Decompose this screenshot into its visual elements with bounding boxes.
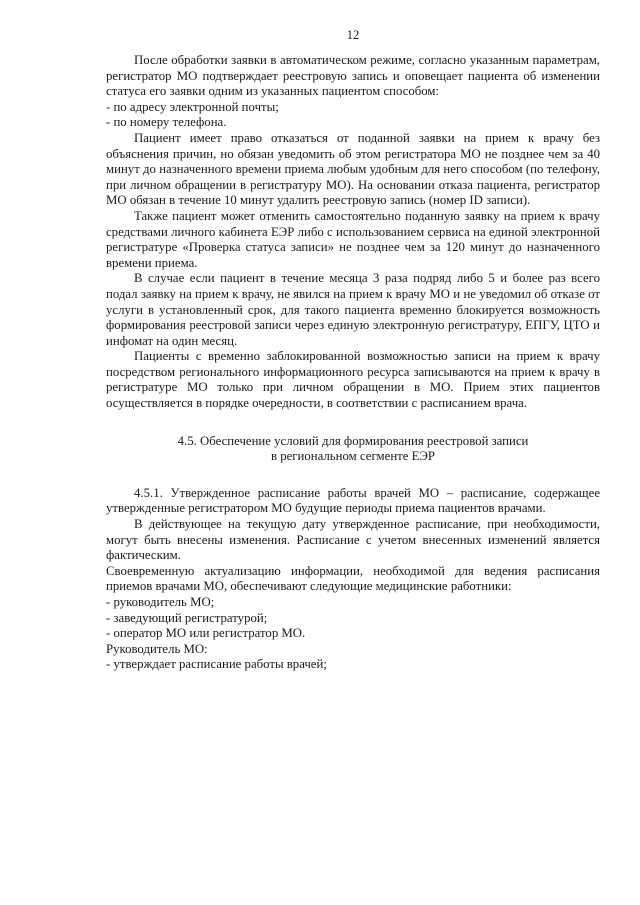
paragraph-blocked-patients: Пациенты с временно заблокированной возможностью записи на прием к врачу посредством регионального информационного ресурса записываются на прием к врачу в регистратуре МО только при личном обращении в МО. Прием этих пациентов осуществляется в порядке очередности, в соответствии с расписанием врача. [106,349,600,411]
paragraph-cancel: Также пациент может отменить самостоятельно поданную заявку на прием к врачу средствами личного кабинета ЕЭР либо с использованием сервиса на единой электронной регистратуре «Проверка статуса записи» не позднее чем за 120 минут до назначенного времени приема. [106,208,600,270]
list-item-operator: - оператор МО или регистратор МО. [106,626,306,641]
paragraph-schedule: 4.5.1. Утвержденное расписание работы врачей МО – расписание, содержащее утвержденные регистратором МО будущие периоды приема пациентов врачами. [106,485,600,516]
list-item-email: - по адресу электронной почты; [106,99,279,114]
list-item-head: - руководитель МО; [106,595,215,609]
section-heading [106,434,600,465]
section-heading-line2: в региональном сегменте ЕЭР [270,449,436,464]
paragraph-changes: В действующее на текущую дату утвержденное расписание, при необходимости, могут быть внесены изменения. Расписание с учетом внесенных изменений является фактическим. [106,517,600,563]
paragraph-block: В случае если пациент в течение месяца 3 раза подряд либо 5 и более раз всего подал заявку на прием к врачу, не явился на прием к врачу МО и не уведомил об отказе от услуги в установленный срок, для такого пациента временно блокируется возможность формирования реестровой записи через единую электронную регистратуру, ЕПГУ, ЦТО и инфомат на один месяц. [106,271,600,348]
paragraph-refusal: Пациент имеет право отказаться от поданной заявки на прием к врачу без объяснения причин, но обязан уведомить об этом регистратора МО не позднее чем за 40 минут до назначенного времени приема любым удобным для него способом (по телефону, при личном обращении в регистратуру МО). На основании отказа пациента, регистратор МО обязан в течение 10 минут удалить реестровую запись (номер ID записи). [106,130,600,208]
list-item-approve-schedule: - утверждает расписание работы врачей; [106,657,327,672]
paragraph-actualization: Своевременную актуализацию информации, необходимой для ведения расписания приемов врачами МО, обеспечивают следующие медицинские работники: [106,563,600,594]
paragraph-head-duties: Руководитель МО: [106,641,208,656]
paragraph-processing: После обработки заявки в автоматическом режиме, согласно указанным параметрам, регистратор МО подтверждает реестровую запись и оповещает пациента об изменении статуса его заявки одним из указанных пациентом способом: [106,53,600,99]
page-number: 12 [346,28,360,42]
list-item-phone: - по номеру телефона. [106,115,227,130]
section-heading-line1: 4.5. Обеспечение условий для формирования реестровой записи [177,433,529,448]
list-item-registry-head: - заведующий регистратурой; [106,610,268,625]
